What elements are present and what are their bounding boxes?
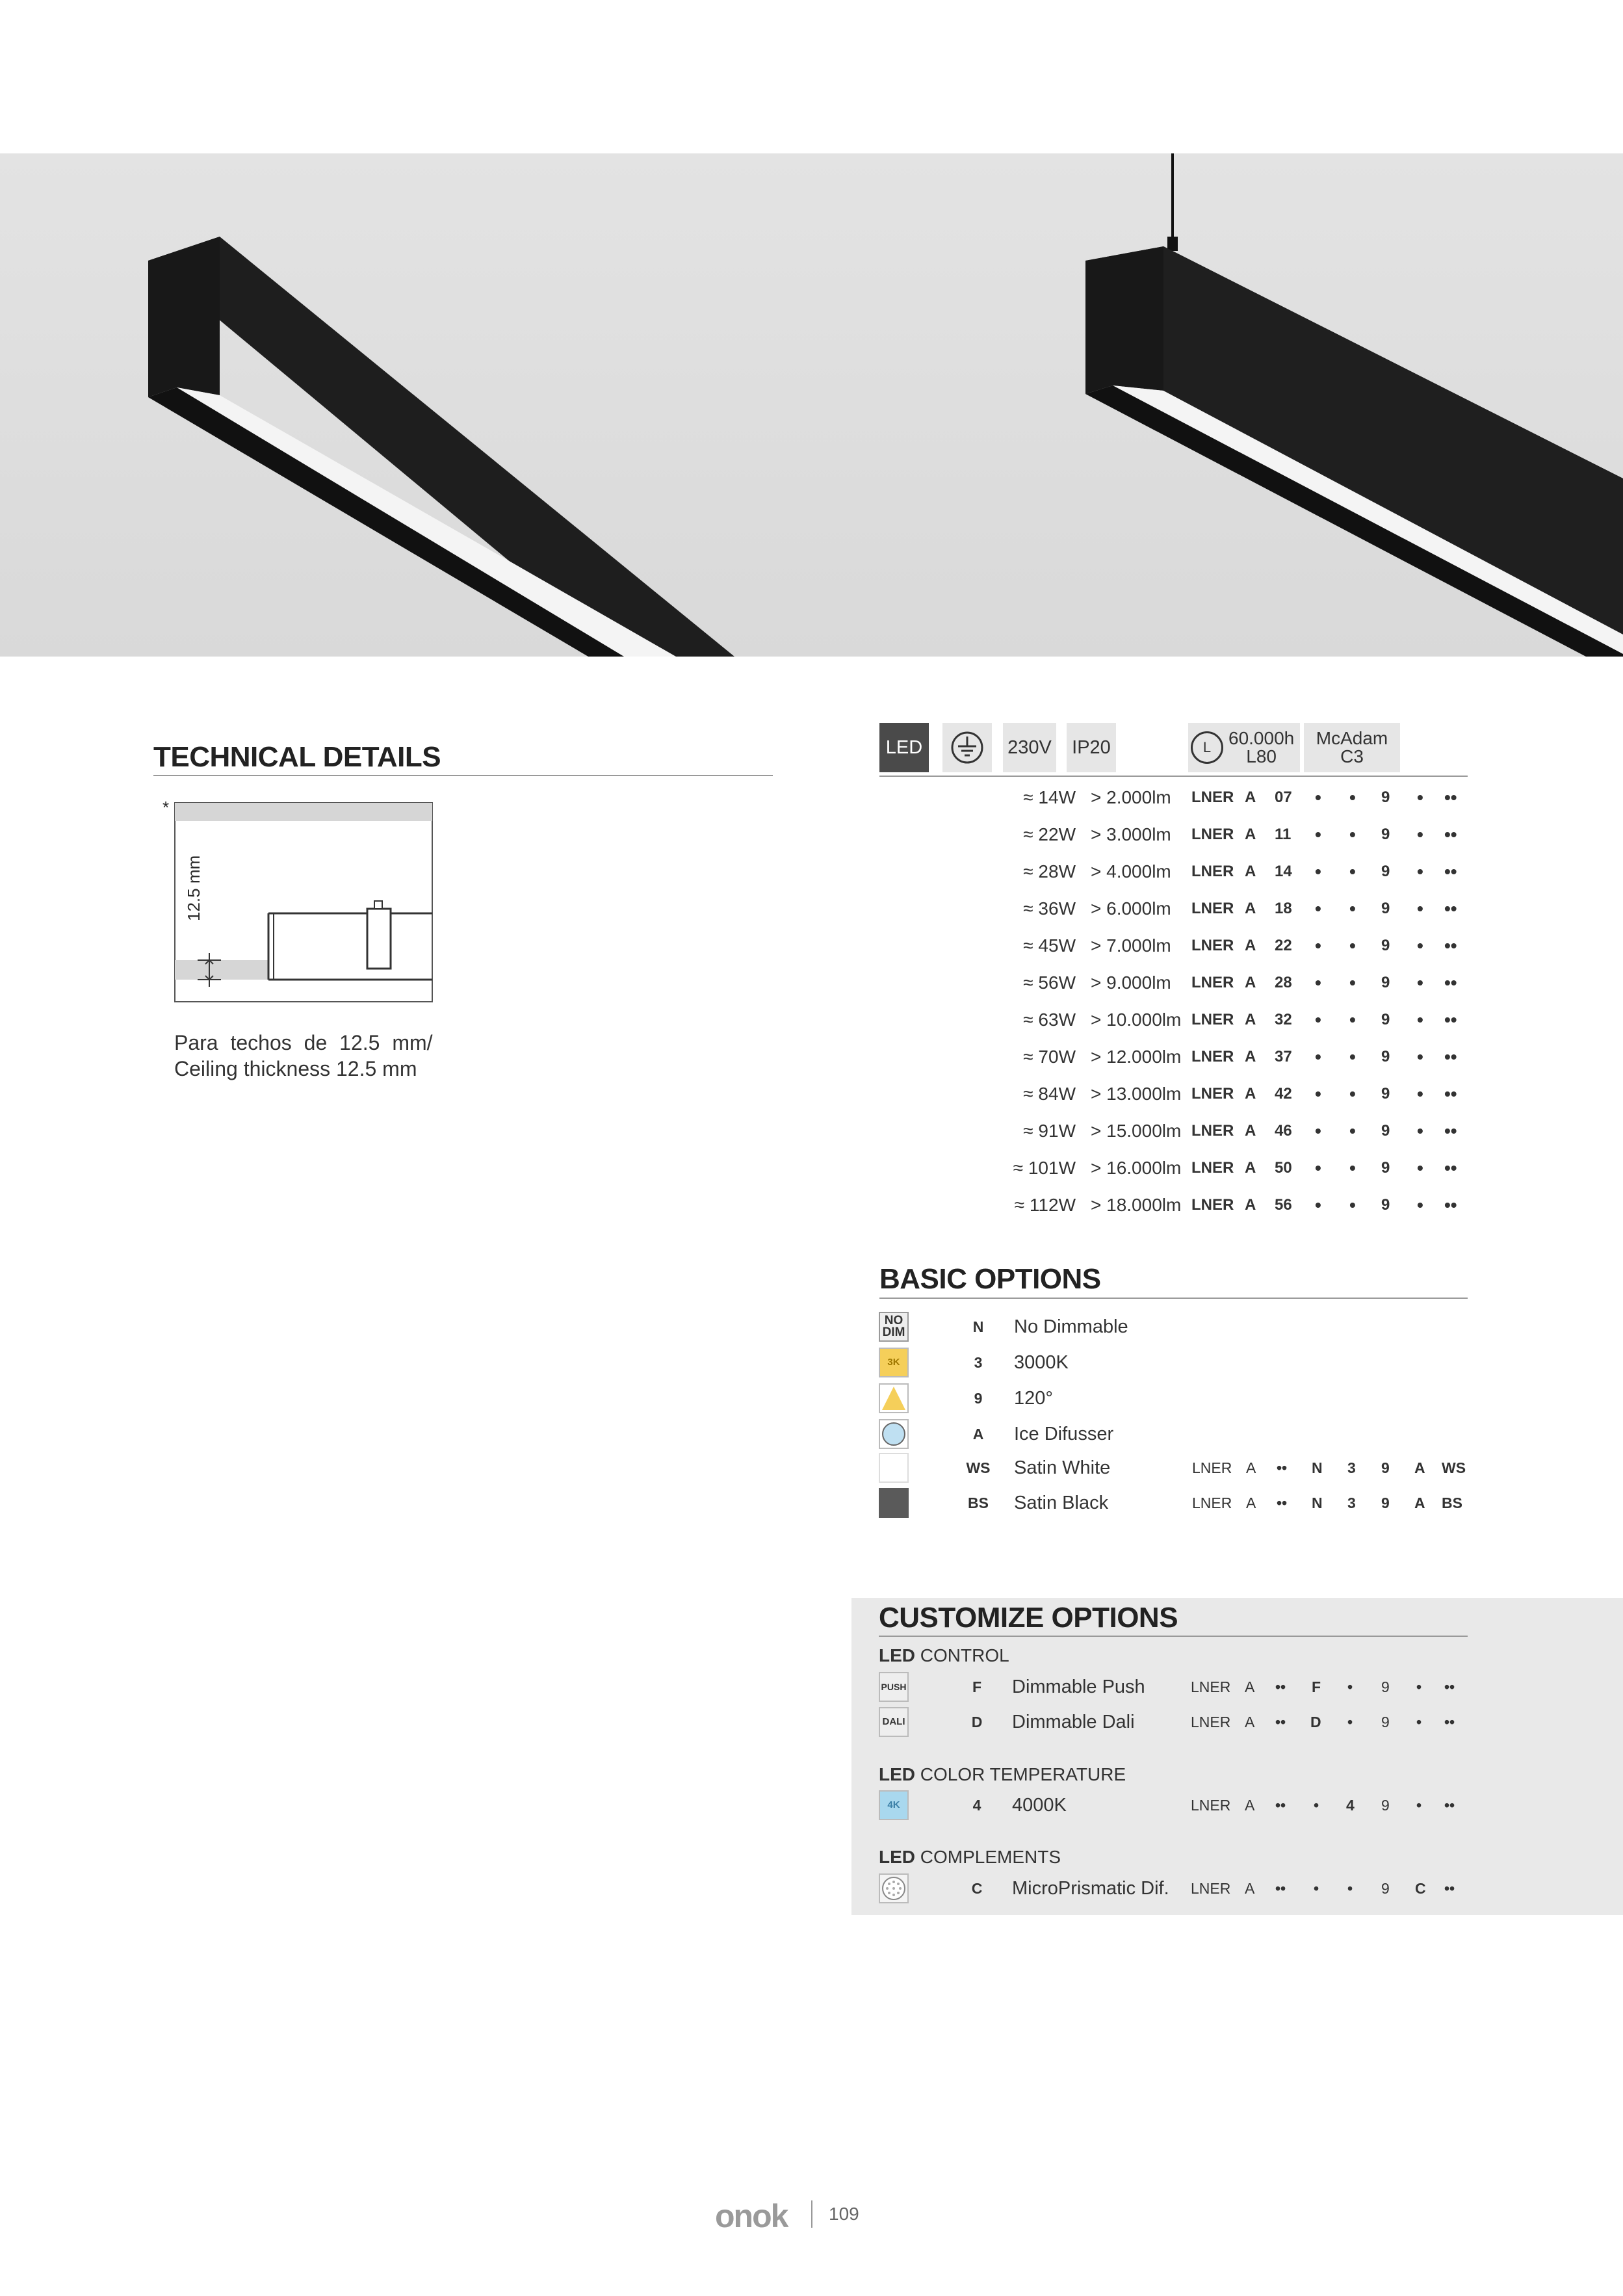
table-row: ≈ 28W > 4.000lm LNER A 14 • • 9 • •• — [1023, 861, 1457, 881]
option-row-dimmable-dali: DALI D Dimmable Dali LNER A •• D • 9 • •• — [879, 1706, 1470, 1738]
lifetime-rating: L80 — [1246, 746, 1277, 766]
spec-divider — [879, 776, 1468, 777]
page-number: 109 — [829, 2204, 859, 2224]
table-row: ≈ 56W > 9.000lm LNER A 28 • • 9 • •• — [1023, 972, 1457, 993]
option-row-4000k: 4K 4 4000K LNER A •• • 4 9 • •• — [879, 1789, 1470, 1821]
push-icon: PUSH — [879, 1672, 909, 1702]
table-row: ≈ 101W > 16.000lm LNER A 50 • • 9 • •• — [1013, 1158, 1457, 1178]
microprismatic-icon — [879, 1873, 909, 1903]
option-row-no-dimmable: NO DIM N No Dimmable — [879, 1311, 1470, 1343]
lifetime-hours: 60.000h — [1228, 728, 1295, 748]
option-row-120deg: 9 120° — [879, 1382, 1470, 1415]
basic-divider — [879, 1298, 1468, 1299]
dali-icon: DALI — [879, 1707, 909, 1737]
technical-divider — [153, 775, 773, 776]
table-row: ≈ 63W > 10.000lm LNER A 32 • • 9 • •• — [1023, 1010, 1457, 1030]
beam-angle-icon — [879, 1383, 909, 1413]
option-row-satin-black: BS Satin Black LNER A •• N 3 9 A BS — [879, 1487, 1470, 1519]
led-color-temperature-heading: LED COLOR TEMPERATURE — [879, 1764, 1126, 1784]
led-complements-heading: LED COMPLEMENTS — [879, 1847, 1061, 1867]
ceiling-note-line2: Ceiling thickness 12.5 mm — [174, 1057, 417, 1080]
option-row-3000k: 3K 3 3000K — [879, 1346, 1470, 1379]
mcadam-badge: McAdam C3 — [1304, 723, 1400, 772]
diffuser-icon — [879, 1419, 909, 1449]
satin-white-swatch — [879, 1453, 909, 1483]
option-row-microprismatic: C MicroPrismatic Dif. LNER A •• • • 9 C •• — [879, 1872, 1470, 1905]
clock-icon: L — [1191, 731, 1223, 764]
led-badge: LED — [879, 723, 929, 772]
color-temp-4k-icon: 4K — [879, 1790, 909, 1820]
ceiling-note-line1: Para techos de 12.5 mm/ — [174, 1031, 433, 1054]
basic-options-title: BASIC OPTIONS — [879, 1263, 1101, 1295]
table-row: ≈ 22W > 3.000lm LNER A 11 • • 9 • •• — [1023, 824, 1457, 844]
customize-divider — [879, 1636, 1468, 1637]
footer-divider — [811, 2200, 812, 2228]
asterisk: * — [162, 798, 170, 817]
table-row: ≈ 112W > 18.000lm LNER A 56 • • 9 • •• — [1014, 1195, 1457, 1215]
ip-badge: IP20 — [1067, 723, 1116, 772]
option-row-satin-white: WS Satin White LNER A •• N 3 9 A WS — [879, 1452, 1470, 1484]
table-row: ≈ 91W > 15.000lm LNER A 46 • • 9 • •• — [1023, 1121, 1457, 1141]
technical-details-title: TECHNICAL DETAILS — [153, 741, 441, 773]
linear-luminaire-illustration — [0, 153, 1623, 657]
option-row-ice-diffuser: A Ice Difusser — [879, 1418, 1470, 1450]
ceiling-section-diagram — [174, 802, 433, 1002]
dimension-label: 12.5 mm — [184, 855, 203, 921]
option-row-dimmable-push: PUSH F Dimmable Push LNER A •• F • 9 • •• — [879, 1671, 1470, 1703]
brand-logo: onok — [715, 2198, 788, 2234]
product-photo — [0, 153, 1623, 657]
customize-options-title: CUSTOMIZE OPTIONS — [879, 1602, 1178, 1634]
table-row: ≈ 36W > 6.000lm LNER A 18 • • 9 • •• — [1023, 898, 1457, 919]
table-row: ≈ 70W > 12.000lm LNER A 37 • • 9 • •• — [1023, 1047, 1457, 1067]
led-control-heading: LED CONTROL — [879, 1645, 1009, 1665]
satin-black-swatch — [879, 1488, 909, 1518]
table-row: ≈ 84W > 13.000lm LNER A 42 • • 9 • •• — [1023, 1084, 1457, 1104]
lifetime-badge — [1188, 723, 1300, 772]
ground-icon — [942, 723, 992, 772]
color-temp-3k-icon: 3K — [879, 1348, 909, 1377]
table-row: ≈ 14W > 2.000lm LNER A 07 • • 9 • •• — [1023, 787, 1457, 807]
table-row: ≈ 45W > 7.000lm LNER A 22 • • 9 • •• — [1023, 935, 1457, 956]
no-dim-icon: NO DIM — [879, 1312, 909, 1342]
voltage-badge: 230V — [1003, 723, 1056, 772]
